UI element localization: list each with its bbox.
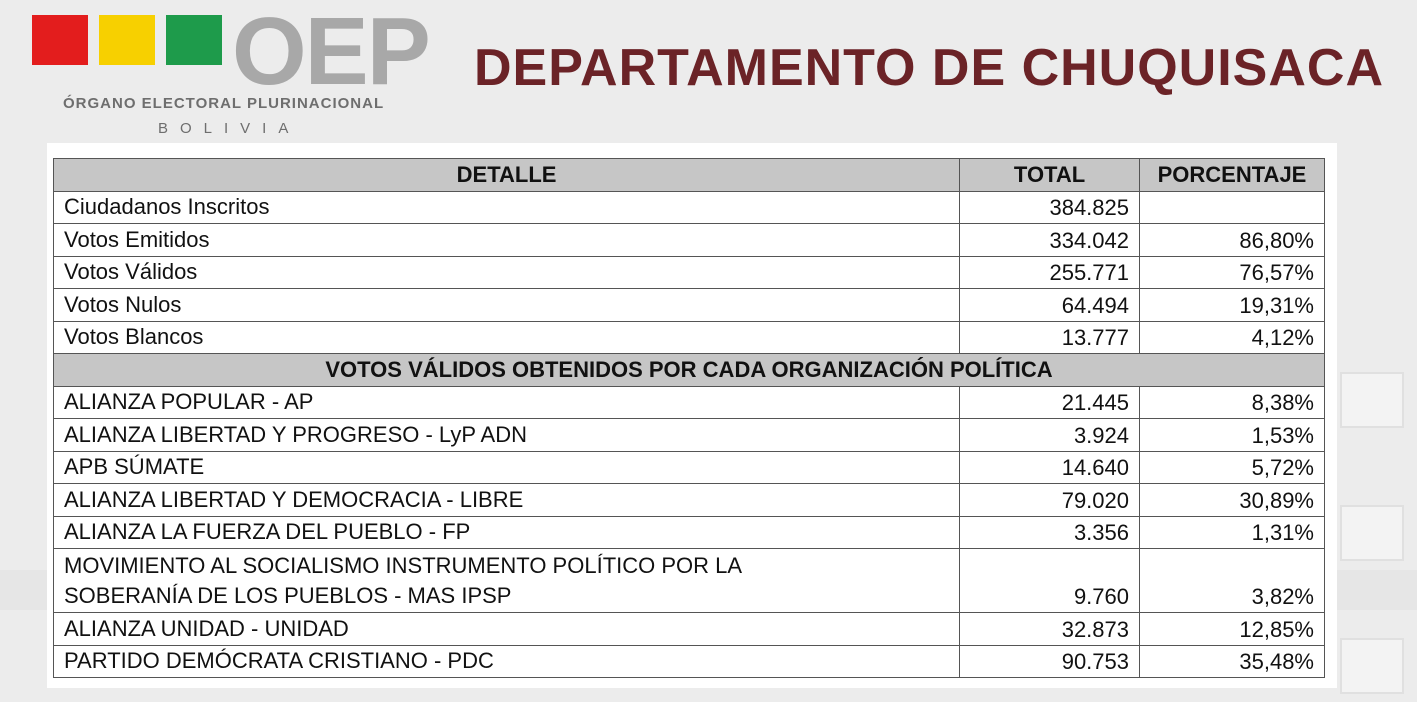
flag-yellow-block — [99, 15, 155, 65]
table-row — [54, 386, 1325, 419]
table-row — [54, 224, 1325, 257]
party-name: ALIANZA LA FUERZA DEL PUEBLO - FP — [54, 516, 960, 549]
table-row — [54, 191, 1325, 224]
page-header — [0, 0, 1417, 140]
party-name: ALIANZA POPULAR - AP — [54, 386, 960, 419]
party-name: ALIANZA LIBERTAD Y DEMOCRACIA - LIBRE — [54, 484, 960, 517]
party-percentage: 8,38% — [1140, 386, 1325, 419]
party-name-line-1: MOVIMIENTO AL SOCIALISMO INSTRUMENTO POLÍTICO POR LA — [64, 552, 743, 578]
organization-name: ÓRGANO ELECTORAL PLURINACIONAL — [63, 95, 385, 112]
party-total: 3.356 — [960, 516, 1140, 549]
party-percentage: 1,53% — [1140, 419, 1325, 452]
table-row — [54, 645, 1325, 678]
results-table — [53, 158, 1325, 678]
party-name-line-2: SOBERANÍA DE LOS PUEBLOS - MAS IPSP — [64, 582, 512, 608]
table-row — [54, 484, 1325, 517]
table-row — [54, 451, 1325, 484]
table-row — [54, 419, 1325, 452]
row-label: Votos Nulos — [54, 289, 960, 322]
results-panel — [47, 143, 1337, 688]
party-total: 79.020 — [960, 484, 1140, 517]
party-percentage: 3,82% — [1140, 549, 1325, 613]
row-percentage — [1140, 191, 1325, 224]
table-row — [54, 289, 1325, 322]
page-title: DEPARTAMENTO DE CHUQUISACA — [474, 39, 1385, 97]
party-percentage: 1,31% — [1140, 516, 1325, 549]
party-total: 9.760 — [960, 549, 1140, 613]
row-label: Votos Blancos — [54, 321, 960, 354]
row-percentage: 76,57% — [1140, 256, 1325, 289]
party-percentage: 12,85% — [1140, 613, 1325, 646]
background-box — [1340, 372, 1404, 428]
party-percentage: 35,48% — [1140, 645, 1325, 678]
row-label: Votos Válidos — [54, 256, 960, 289]
country-name: BOLIVIA — [158, 120, 301, 137]
party-percentage: 5,72% — [1140, 451, 1325, 484]
party-percentage: 30,89% — [1140, 484, 1325, 517]
row-total: 13.777 — [960, 321, 1140, 354]
row-total: 255.771 — [960, 256, 1140, 289]
section-title: VOTOS VÁLIDOS OBTENIDOS POR CADA ORGANIZACIÓN POLÍTICA — [54, 354, 1325, 387]
row-percentage: 19,31% — [1140, 289, 1325, 322]
background-box — [1340, 638, 1404, 694]
flag-green-block — [166, 15, 222, 65]
row-total: 334.042 — [960, 224, 1140, 257]
row-percentage: 86,80% — [1140, 224, 1325, 257]
party-total: 90.753 — [960, 645, 1140, 678]
row-percentage: 4,12% — [1140, 321, 1325, 354]
party-name: APB SÚMATE — [54, 451, 960, 484]
table-row — [54, 613, 1325, 646]
oep-logo: OEP — [232, 0, 429, 105]
background-box — [1340, 505, 1404, 561]
table-row — [54, 321, 1325, 354]
row-label: Ciudadanos Inscritos — [54, 191, 960, 224]
table-header-row — [54, 159, 1325, 192]
column-header-detalle: DETALLE — [54, 159, 960, 192]
party-total: 3.924 — [960, 419, 1140, 452]
party-total: 14.640 — [960, 451, 1140, 484]
column-header-porcentaje: PORCENTAJE — [1140, 159, 1325, 192]
table-row — [54, 516, 1325, 549]
party-name: PARTIDO DEMÓCRATA CRISTIANO - PDC — [54, 645, 960, 678]
column-header-total: TOTAL — [960, 159, 1140, 192]
party-name: ALIANZA LIBERTAD Y PROGRESO - LyP ADN — [54, 419, 960, 452]
row-total: 384.825 — [960, 191, 1140, 224]
section-header-row — [54, 354, 1325, 387]
party-total: 32.873 — [960, 613, 1140, 646]
flag-red-block — [32, 15, 88, 65]
party-name: ALIANZA UNIDAD - UNIDAD — [54, 613, 960, 646]
table-row — [54, 549, 1325, 613]
row-total: 64.494 — [960, 289, 1140, 322]
party-total: 21.445 — [960, 386, 1140, 419]
table-row — [54, 256, 1325, 289]
row-label: Votos Emitidos — [54, 224, 960, 257]
party-name — [54, 549, 960, 613]
